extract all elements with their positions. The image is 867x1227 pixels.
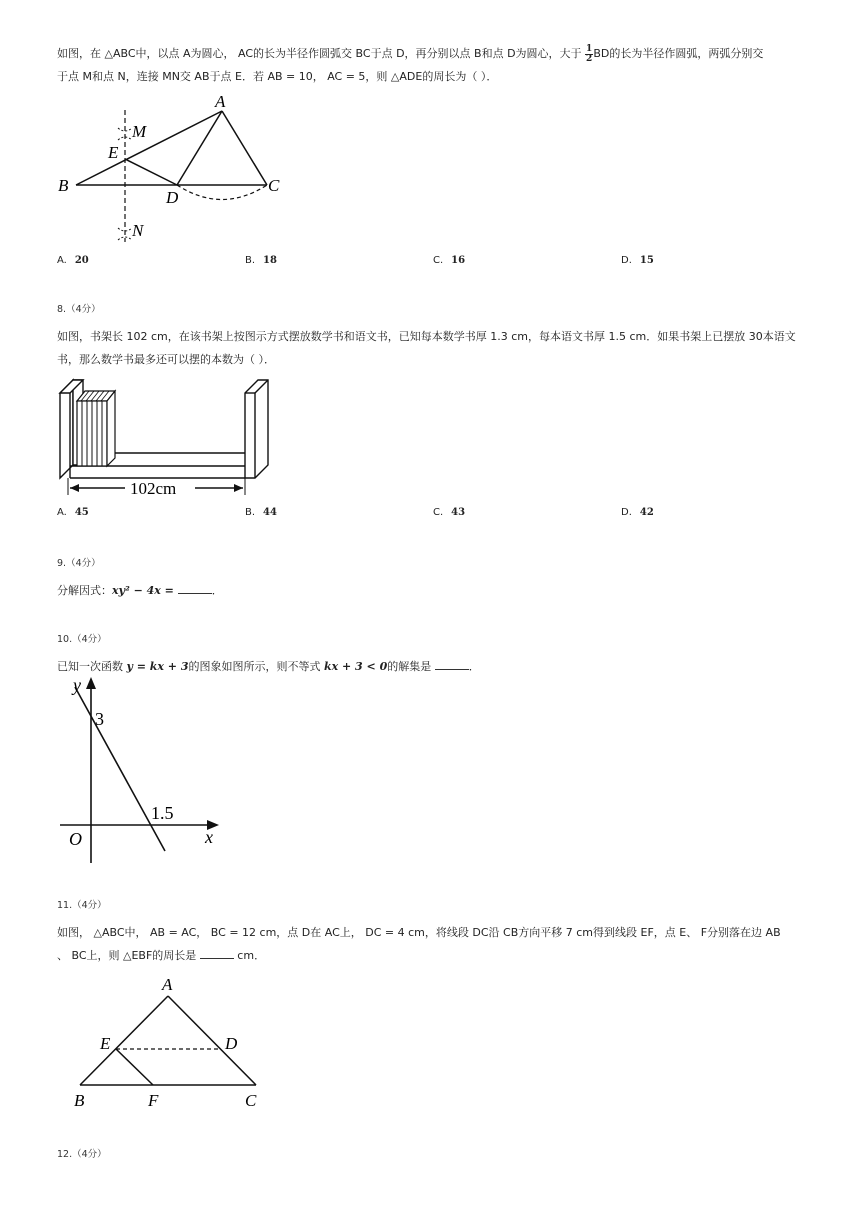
q11-figure	[68, 970, 273, 1115]
q7-figure	[50, 92, 290, 250]
q8-text	[57, 325, 807, 371]
q7-line2: 于点 M和点 N，连接 MN交 AB于点 E．若 AB = 10， AC = 5，则 △ADE的周长为（ ）．	[57, 70, 498, 83]
q8-line2: 书，那么数学书最多还可以摆的本数为（ ）．	[57, 353, 275, 366]
q8-number: 8.（4分）	[57, 304, 101, 315]
q9-number: 9.（4分）	[57, 558, 101, 569]
q7-label-E: E	[108, 143, 119, 162]
q7-line1: 如图，在 △ABC中，以点 A为圆心， AC的长为半径作圆弧交 BC于点 D，再分别以点 B和点 D为圆心，大于 $\frac{1}{2}$ BD的长为半径作圆弧，两弧分别交	[57, 43, 764, 64]
q7-label-D: D	[166, 188, 179, 207]
q11-text	[57, 921, 807, 967]
q8-figure	[55, 368, 280, 503]
q11-label-E: E	[100, 1034, 111, 1053]
q7-option-c[interactable]: C. 16	[433, 255, 466, 266]
q7-label-B: B	[58, 176, 69, 195]
q9-expression: xy² − 4x =	[112, 584, 178, 597]
q7-option-b[interactable]: B. 18	[245, 255, 277, 266]
q9-text: 分解因式：xy² − 4x = ．	[57, 579, 807, 602]
q7-option-a[interactable]: A. 20	[57, 255, 89, 266]
q8-dimension-label: 102cm	[130, 479, 177, 498]
q8-line1: 如图，书架长 102 cm，在该书架上按图示方式摆放数学书和语文书，已知每本数学书厚 1.3 cm，每本语文书厚 1.5 cm．如果书架上已摆放 30本语文	[57, 330, 796, 343]
q7-label-M: M	[132, 122, 147, 141]
q9-answer-blank[interactable]	[178, 581, 212, 594]
q7-label-N: N	[132, 221, 144, 240]
q11-label-C: C	[245, 1091, 257, 1110]
q11-label-B: B	[74, 1091, 85, 1110]
q11-line2: 、 BC上，则 △EBF的周长是 cm．	[57, 944, 807, 967]
q10-origin-label: O	[69, 829, 82, 849]
q10-axis-y-label: y	[73, 675, 81, 695]
q11-label-A: A	[162, 975, 173, 994]
q10-intercept-3: 3	[95, 709, 104, 729]
q10-text: 已知一次函数 y = kx + 3的图象如图所示，则不等式 kx + 3 < 0的解集是 ．	[57, 655, 807, 678]
q10-axis-x-label: x	[205, 827, 213, 847]
q7-text	[57, 42, 807, 88]
q10-answer-blank[interactable]	[435, 657, 469, 670]
q7-label-C: C	[268, 176, 280, 195]
q7-label-A: A	[215, 92, 226, 111]
q8-option-a[interactable]: A. 45	[57, 507, 89, 518]
q10-number: 10.（4分）	[57, 634, 107, 645]
q7-fraction: $\frac{1}{2}$	[586, 43, 593, 64]
q7-options	[57, 255, 817, 271]
q11-line1: 如图， △ABC中， AB = AC， BC = 12 cm，点 D在 AC上， DC = 4 cm，将线段 DC沿 CB方向平移 7 cm得到线段 EF，点 E、 F分别落在边 AB	[57, 926, 781, 939]
q11-number: 11.（4分）	[57, 900, 107, 911]
q11-answer-blank[interactable]	[200, 946, 234, 959]
q10-intercept-1-5: 1.5	[151, 803, 174, 823]
q10-figure	[55, 673, 230, 868]
q11-label-D: D	[225, 1034, 238, 1053]
q12-number: 12.（4分）	[57, 1149, 107, 1160]
q8-option-d[interactable]: D. 42	[621, 507, 654, 518]
q8-option-b[interactable]: B. 44	[245, 507, 277, 518]
q8-option-c[interactable]: C. 43	[433, 507, 466, 518]
q11-label-F: F	[148, 1091, 159, 1110]
q7-option-d[interactable]: D. 15	[621, 255, 654, 266]
q8-options	[57, 507, 817, 523]
